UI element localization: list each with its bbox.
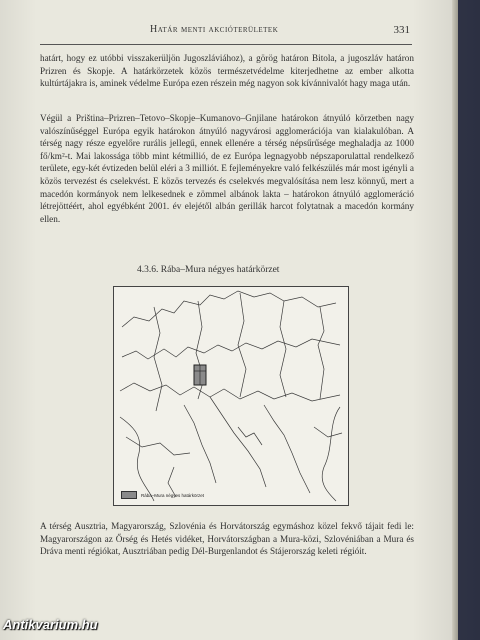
map-legend (121, 491, 204, 499)
legend-label: Rába–Mura négyes határkörzet (141, 492, 205, 498)
border-map-drawing (114, 287, 348, 505)
paragraph-3: A térség Ausztria, Magyarország, Szlovénia és Horvátország egymáshoz közel fekvő tájait fedi le: Magyarországon az Őrség és Hetés vidéket, Horvátországban a Mura-közi, Szlovéniában a Mura és Dráva menti régiókat, Ausztriában pedig Dél-Burgenlandot és Stájerország keleti régióit. (40, 521, 414, 557)
page-edge (452, 0, 458, 640)
header-title: Határ menti akcióterületek (150, 24, 279, 35)
legend-swatch (121, 491, 137, 499)
europe-map-figure (113, 286, 349, 506)
watermark-logo: Antikvarium.hu (3, 617, 98, 632)
page-number: 331 (393, 24, 410, 36)
paragraph-2: Végül a Priština–Prizren–Tetovo–Skopje–Kumanovo–Gnjilane határokon átnyúló körzetben nagy valószínűséggel Európa egyik határokon átnyúló nagyvárosi agglomerációja van kialakulóban. A térség nagy része egyelőre rurális jellegű, ennek ellenére a térség népsűrűsége meghaladja az 1000 fő/km²-t. Mai lakossága több mint kétmillió, de ez Európa legnagyobb népszaporulattal rendelkező területe, egy-két évtizeden belül eléri a 3 milliót. E fejleményekre való felkészülés már most igényli a közös tervezést és cselekvést. E közös tervezés és cselekvés megvalósítása nem lesz könnyű, mert a macedón kormányok nem lelkesednek e zömmel albánok lakta – határokon átnyúló agglomeráció létrejöttéért, ahol egyébként 2001. év elejétől albán gerillák harcot folytatnak a macedón kormány ellen. (40, 113, 414, 224)
running-header (40, 22, 412, 45)
figure-title: 4.3.6. Rába–Mura négyes határkörzet (137, 265, 280, 275)
paragraph-1: határt, hogy ez utóbbi visszakerüljön Jugoszláviához), a görög határon Bitola, a jugoszláv határon Prizren és Skopje. A határkörzetek közös természetvédelme kiterjedhetne az ember alkotta kultúrtájakra is, aminek védelme Európa ezen részein még nagyon sok kívánnivalót hagy maga után. (40, 53, 414, 89)
